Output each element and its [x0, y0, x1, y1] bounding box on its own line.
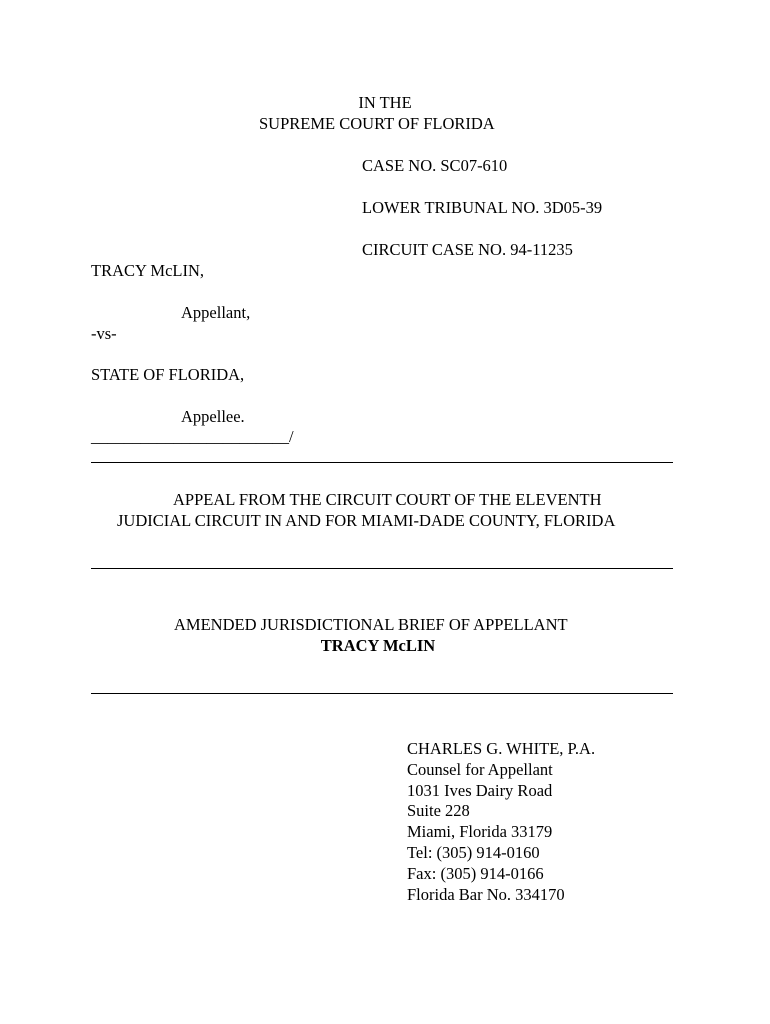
brief-party-name: TRACY McLIN — [320, 636, 436, 655]
case-number: CASE NO. SC07-610 — [362, 156, 508, 175]
appeal-from-line2: JUDICIAL CIRCUIT IN AND FOR MIAMI-DADE COUNTY, FLORIDA — [117, 511, 616, 530]
counsel-block — [407, 739, 595, 905]
divider-middle — [91, 568, 673, 569]
counsel-address-city: Miami, Florida 33179 — [407, 822, 553, 842]
court-heading-line2: SUPREME COURT OF FLORIDA — [259, 114, 495, 133]
counsel-address-suite: Suite 228 — [407, 801, 470, 821]
counsel-fax: Fax: (305) 914-0166 — [407, 863, 544, 883]
counsel-address-street: 1031 Ives Dairy Road — [407, 780, 553, 800]
counsel-phone: Tel: (305) 914-0160 — [407, 842, 540, 862]
counsel-role: Counsel for Appellant — [407, 759, 553, 779]
appeal-from-line1: APPEAL FROM THE CIRCUIT COURT OF THE ELEVENTH — [173, 490, 602, 509]
caption-underline: ________________________/ — [91, 427, 294, 446]
appellant-name: TRACY McLIN, — [91, 261, 205, 280]
brief-title: AMENDED JURISDICTIONAL BRIEF OF APPELLANT — [174, 615, 568, 634]
court-heading-line1: IN THE — [358, 93, 412, 112]
appellant-role: Appellant, — [181, 303, 251, 322]
circuit-case-number: CIRCUIT CASE NO. 94-11235 — [362, 240, 573, 259]
appellee-role: Appellee. — [181, 407, 245, 426]
counsel-firm: CHARLES G. WHITE, P.A. — [407, 739, 596, 758]
lower-tribunal-number: LOWER TRIBUNAL NO. 3D05-39 — [362, 198, 603, 217]
appellee-name: STATE OF FLORIDA, — [91, 365, 245, 384]
versus-label: -vs- — [91, 324, 117, 343]
divider-top — [91, 462, 673, 463]
counsel-bar-number: Florida Bar No. 334170 — [407, 884, 565, 904]
divider-bottom — [91, 693, 673, 694]
